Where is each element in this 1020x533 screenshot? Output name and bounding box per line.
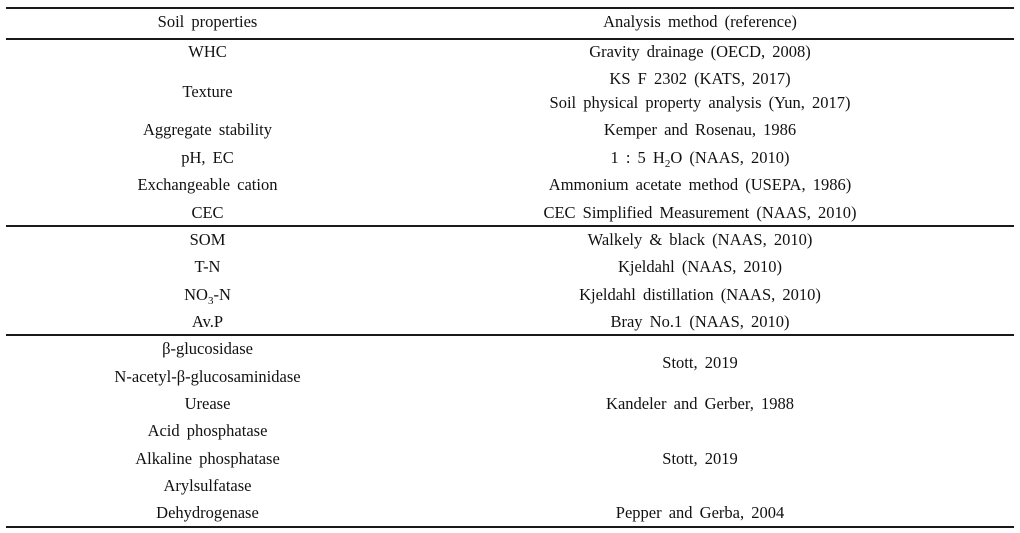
top-rule [6,7,1014,9]
method-dehydrogenase: Pepper and Gerba, 2004 [615,503,785,522]
property-tn: T-N [194,257,221,276]
property-dehydrogenase: Dehydrogenase [156,503,259,522]
property-som: SOM [189,230,226,249]
header-rule [6,38,1014,40]
method-glucosidase-group: Stott, 2019 [662,353,738,372]
property-urease: Urease [184,394,231,413]
method-ph-ec: 1 : 5 $H_2O$ (NAAS, 2010) [610,148,790,170]
property-beta-glucosidase: β-glucosidase [162,339,253,358]
bottom-rule [6,526,1014,528]
section-rule-1 [6,225,1014,227]
method-no3n: Kjeldahl distillation (NAAS, 2010) [579,285,821,304]
method-phosphatase-group: Stott, 2019 [662,449,738,468]
property-cec: CEC [191,203,224,222]
property-avp: Av.P [191,312,224,331]
method-som: Walkely & black (NAAS, 2010) [587,230,813,249]
method-cec: CEC Simplified Measurement (NAAS, 2010) [543,203,857,222]
property-ph-ec: pH, EC [181,148,234,167]
method-texture-line1: KS F 2302 (KATS, 2017) [609,69,791,88]
property-n-acetyl-glucosaminidase: N-acetyl-β-glucosaminidase [114,367,301,386]
method-aggregate-stability: Kemper and Rosenau, 1986 [603,120,797,139]
property-acid-phosphatase: Acid phosphatase [147,421,268,440]
property-arylsulfatase: Arylsulfatase [163,476,252,495]
method-exchangeable-cation: Ammonium acetate method (USEPA, 1986) [548,175,852,194]
section-rule-2 [6,334,1014,336]
header-analysis-method: Analysis method (reference) [603,12,797,31]
method-texture-line2: Soil physical property analysis (Yun, 2017) [549,93,851,112]
method-avp: Bray No.1 (NAAS, 2010) [610,312,790,331]
property-exchangeable-cation: Exchangeable cation [137,175,278,194]
property-alkaline-phosphatase: Alkaline phosphatase [135,449,280,468]
property-texture: Texture [182,82,233,101]
method-urease: Kandeler and Gerber, 1988 [606,394,794,413]
property-whc: WHC [188,42,227,61]
method-whc: Gravity drainage (OECD, 2008) [589,42,811,61]
property-no3n: $NO_3-N$ [184,285,231,307]
header-soil-properties: Soil properties [157,12,258,31]
property-aggregate-stability: Aggregate stability [142,120,272,139]
method-tn: Kjeldahl (NAAS, 2010) [617,257,783,276]
